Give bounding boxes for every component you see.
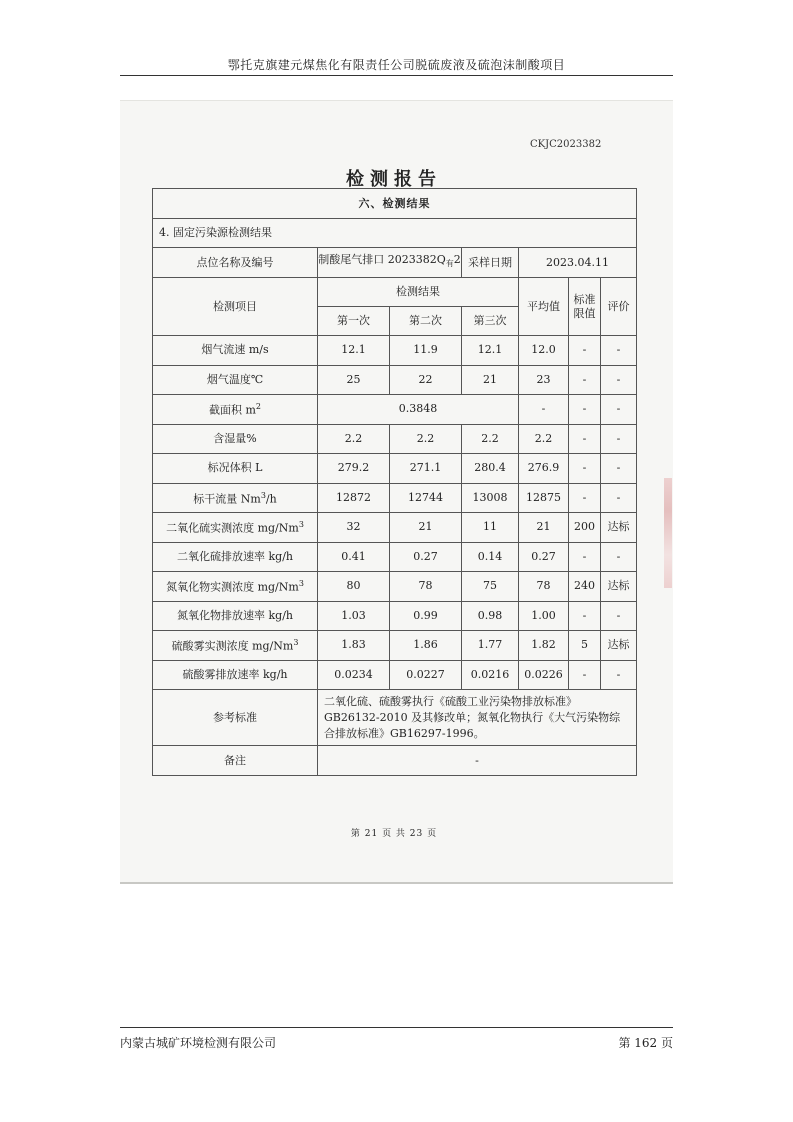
row-item-label: 含湿量%: [213, 431, 257, 445]
table-row: [153, 424, 637, 454]
row-item-name: [153, 454, 318, 484]
row-value-limit: -: [569, 336, 601, 366]
row-value-second: 271.1: [390, 454, 462, 484]
row-value-avg: 78: [519, 572, 569, 602]
row-value-first: 0.41: [318, 542, 390, 572]
row-value-first: 279.2: [318, 454, 390, 484]
table-row: [153, 572, 637, 602]
report-title: 检测报告: [346, 169, 442, 190]
row-value-first: 32: [318, 513, 390, 543]
row-item-unit-tail: /h: [265, 492, 277, 506]
row-value-eval: -: [601, 454, 637, 484]
table-row: [153, 542, 637, 572]
row-value-limit: 200: [569, 513, 601, 543]
table-row: [153, 395, 637, 425]
row-value-limit: -: [569, 483, 601, 513]
col-limit-header: 标准限值: [569, 278, 601, 336]
row-value-third: 12.1: [462, 336, 519, 366]
row-value-third: 280.4: [462, 454, 519, 484]
row-value-second: 78: [390, 572, 462, 602]
row-item-name: [153, 572, 318, 602]
row-value-third: 0.14: [462, 542, 519, 572]
results-table: [152, 188, 637, 776]
table-row: [153, 513, 637, 543]
row-item-name: [153, 395, 318, 425]
date-value: 2023.04.11: [519, 248, 637, 278]
row-value-avg: 276.9: [519, 454, 569, 484]
row-item-label: 硫酸雾排放速率 kg/h: [182, 667, 288, 681]
table-row: [153, 454, 637, 484]
row-item-name: [153, 483, 318, 513]
header-rule: [120, 75, 673, 76]
row-item-label: 烟气流速 m/s: [201, 343, 269, 357]
footer-page-number: 第 162 页: [618, 1036, 673, 1050]
row-value-second: 22: [390, 365, 462, 395]
row-item-unit-exp: 3: [293, 638, 299, 648]
row-value-limit: 240: [569, 572, 601, 602]
row-item-label: 二氧化硫排放速率 kg/h: [177, 549, 293, 563]
col-avg-header: 平均值: [519, 278, 569, 336]
remark-label: 备注: [153, 746, 318, 776]
row-value-eval: -: [601, 424, 637, 454]
row-item-unit-exp: 3: [298, 520, 304, 530]
table-row: [153, 660, 637, 690]
row-value-third: 13008: [462, 483, 519, 513]
row-value-limit: -: [569, 660, 601, 690]
row-value-eval: -: [601, 542, 637, 572]
row-value-limit: -: [569, 454, 601, 484]
point-value: 制酸尾气排口 $2023382Q_有2$: [318, 248, 462, 278]
row-item-label: 烟气温度℃: [206, 372, 264, 386]
col-eval-header: 评价: [601, 278, 637, 336]
point-label: 点位名称及编号: [153, 248, 318, 278]
row-item-name: [153, 424, 318, 454]
row-value-second: 21: [390, 513, 462, 543]
footer-company: 内蒙古城矿环境检测有限公司: [120, 1036, 277, 1050]
row-value-first: 1.03: [318, 601, 390, 631]
row-value-avg: 12.0: [519, 336, 569, 366]
row-value-avg: 23: [519, 365, 569, 395]
date-label: 采样日期: [462, 248, 519, 278]
col-third-header: 第三次: [462, 307, 519, 336]
row-value-eval: -: [601, 395, 637, 425]
row-item-name: [153, 631, 318, 661]
row-value-limit: -: [569, 542, 601, 572]
table-row: [153, 601, 637, 631]
reference-label: 参考标准: [153, 690, 318, 746]
row-value-eval: -: [601, 336, 637, 366]
remark-value: -: [318, 746, 637, 776]
row-value-limit: -: [569, 424, 601, 454]
row-value-third: 1.77: [462, 631, 519, 661]
table-row: [153, 336, 637, 366]
row-item-label: 硫酸雾实测浓度 mg/Nm: [171, 640, 294, 654]
row-value-second: 0.0227: [390, 660, 462, 690]
table-row: [153, 631, 637, 661]
row-item-label: 氮氧化物实测浓度 mg/Nm: [166, 581, 299, 595]
row-value-eval: -: [601, 660, 637, 690]
scan-bottom-edge: [120, 882, 673, 884]
row-value-eval: -: [601, 483, 637, 513]
row-value-limit: -: [569, 395, 601, 425]
row-value-first: 2.2: [318, 424, 390, 454]
row-item-unit-exp: 2: [255, 402, 262, 412]
row-value-first: 1.83: [318, 631, 390, 661]
row-item-name: [153, 542, 318, 572]
row-value-first: 25: [318, 365, 390, 395]
remark-row: [153, 746, 637, 776]
col-results-header: 检测结果: [318, 278, 519, 307]
row-value-limit: -: [569, 365, 601, 395]
row-value-avg: 1.82: [519, 631, 569, 661]
row-value-third: 0.98: [462, 601, 519, 631]
seam-stamp: [664, 478, 672, 588]
row-value-eval: -: [601, 601, 637, 631]
reference-row: [153, 690, 637, 746]
page-header-title: 鄂托克旗建元煤焦化有限责任公司脱硫废液及硫泡沫制酸项目: [227, 58, 566, 72]
row-value-avg: 0.0226: [519, 660, 569, 690]
subsection-heading: 4. 固定污染源检测结果: [153, 219, 637, 248]
row-item-label: 截面积 m: [208, 404, 256, 418]
row-item-name: [153, 336, 318, 366]
col-first-header: 第一次: [318, 307, 390, 336]
row-value-third: 0.0216: [462, 660, 519, 690]
row-item-label: 二氧化硫实测浓度 mg/Nm: [166, 522, 299, 536]
row-item-name: [153, 660, 318, 690]
row-item-name: [153, 601, 318, 631]
row-value-second: 11.9: [390, 336, 462, 366]
row-value-third: 21: [462, 365, 519, 395]
scan-top-edge: [120, 100, 673, 101]
row-value-second: 2.2: [390, 424, 462, 454]
row-value-first: 12872: [318, 483, 390, 513]
row-value-avg: 21: [519, 513, 569, 543]
row-value-third: 11: [462, 513, 519, 543]
row-value-avg: 2.2: [519, 424, 569, 454]
table-row: [153, 483, 637, 513]
row-value-first: 12.1: [318, 336, 390, 366]
row-value-second: 1.86: [390, 631, 462, 661]
report-page-indicator: 第 21 页 共 23 页: [350, 829, 438, 839]
row-value-second: 0.99: [390, 601, 462, 631]
footer-rule: [120, 1027, 673, 1028]
row-item-unit-exp: 3: [298, 579, 304, 589]
row-value-avg: 0.27: [519, 542, 569, 572]
row-item-name: [153, 513, 318, 543]
row-value-eval: -: [601, 365, 637, 395]
row-value-second: 0.27: [390, 542, 462, 572]
row-value-third: 75: [462, 572, 519, 602]
row-value-third: 2.2: [462, 424, 519, 454]
row-value-eval: 达标: [601, 631, 637, 661]
row-item-unit-exp: 3: [260, 490, 266, 500]
row-value-limit: 5: [569, 631, 601, 661]
row-value-avg: 1.00: [519, 601, 569, 631]
section-heading: 六、检测结果: [153, 189, 637, 219]
row-value-first: 0.0234: [318, 660, 390, 690]
row-item-label: 氮氧化物排放速率 kg/h: [177, 608, 293, 622]
table-row: [153, 365, 637, 395]
row-value-avg: 12875: [519, 483, 569, 513]
report-code: CKJC2023382: [530, 139, 602, 150]
row-item-label: 标干流量 Nm: [193, 492, 261, 506]
row-item-name: [153, 365, 318, 395]
row-value-second: 12744: [390, 483, 462, 513]
row-value-eval: 达标: [601, 572, 637, 602]
row-value-limit: -: [569, 601, 601, 631]
col-second-header: 第二次: [390, 307, 462, 336]
row-value-first: 80: [318, 572, 390, 602]
row-value-eval: 达标: [601, 513, 637, 543]
reference-text: 二氧化硫、硫酸雾执行《硫酸工业污染物排放标准》GB26132-2010 及其修改单；氮氧化物执行《大气污染物综合排放标准》GB16297-1996。: [318, 690, 637, 746]
col-item-header: 检测项目: [153, 278, 318, 336]
row-value-merged: 0.3848: [318, 395, 519, 425]
row-value-avg: -: [519, 395, 569, 425]
row-item-label: 标况体积 L: [207, 461, 263, 475]
